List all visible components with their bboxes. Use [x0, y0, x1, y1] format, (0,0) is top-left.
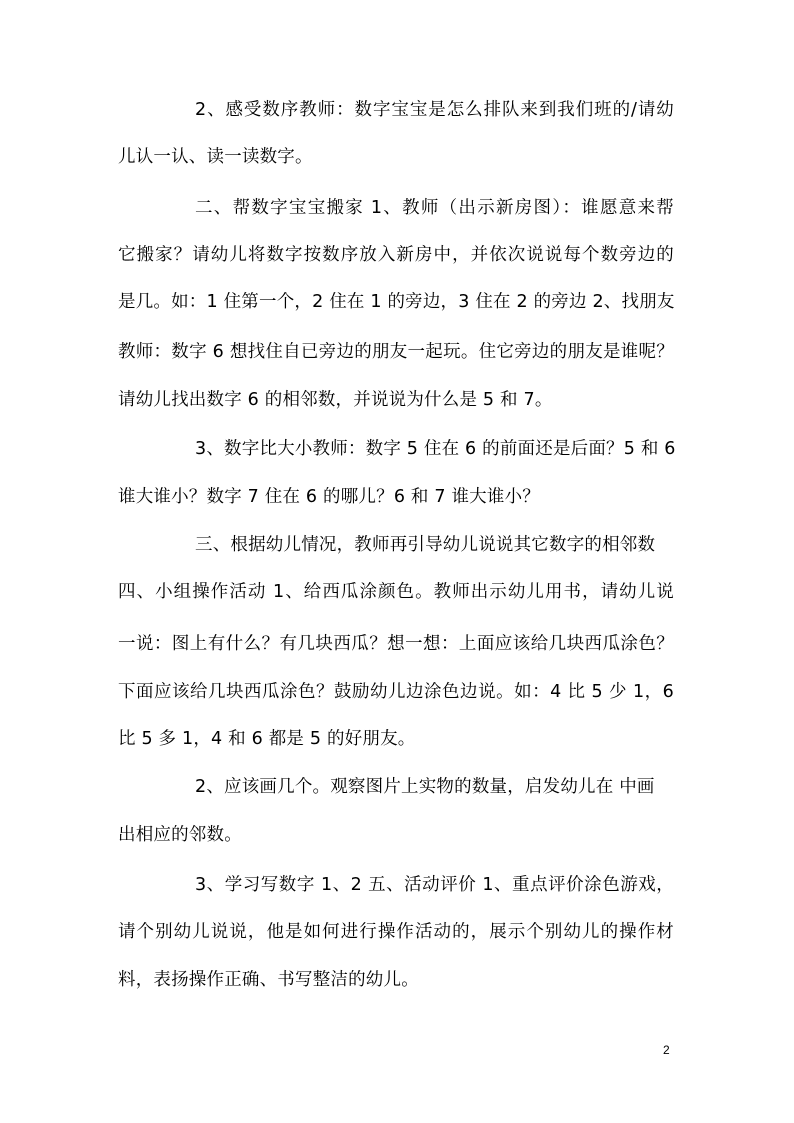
- paragraph-line: 教师：数字 6 想找住自已旁边的朋友一起玩。住它旁边的朋友是谁呢？: [118, 342, 674, 362]
- paragraph-line: 比 5 多 1，4 和 6 都是 5 的好朋友。: [118, 729, 416, 749]
- paragraph-line: 3、数字比大小教师：数字 5 住在 6 的前面还是后面？5 和 6: [195, 439, 676, 459]
- paragraph-line: 儿认一认、读一读数字。: [118, 147, 313, 167]
- paragraph-line: 2、应该画几个。观察图片上实物的数量，启发幼儿在 中画: [195, 777, 655, 797]
- paragraph-line: 是几。如：1 住第一个，2 住在 1 的旁边，3 住在 2 的旁边 2、找朋友: [118, 292, 675, 312]
- page-number: 2: [663, 1043, 670, 1057]
- paragraph-line: 二、帮数字宝宝搬家 1、教师（出示新房图）：谁愿意来帮: [195, 198, 674, 218]
- paragraph-line: 3、学习写数字 1、2 五、活动评价 1、重点评价涂色游戏，: [195, 875, 674, 895]
- paragraph-line: 四、小组操作活动 1、给西瓜涂颜色。教师出示幼儿用书，请幼儿说: [118, 582, 674, 602]
- paragraph-line: 请幼儿找出数字 6 的相邻数，并说说为什么是 5 和 7。: [118, 390, 553, 410]
- paragraph-line: 请个别幼儿说说，他是如何进行操作活动的，展示个别幼儿的操作材: [118, 922, 674, 942]
- paragraph-line: 它搬家？请幼儿将数字按数序放入新房中，并依次说说每个数旁边的: [118, 245, 674, 265]
- paragraph-line: 下面应该给几块西瓜涂色？鼓励幼儿边涂色边说。如：4 比 5 少 1，6: [118, 682, 674, 702]
- paragraph-line: 谁大谁小？数字 7 住在 6 的哪儿？6 和 7 谁大谁小？: [118, 487, 540, 507]
- paragraph-line: 出相应的邻数。: [118, 825, 242, 845]
- paragraph-line: 料，表扬操作正确、书写整洁的幼儿。: [118, 970, 419, 990]
- paragraph-line: 一说：图上有什么？有几块西瓜？想一想：上面应该给几块西瓜涂色？: [118, 634, 674, 654]
- paragraph-line: 三、根据幼儿情况，教师再引导幼儿说说其它数字的相邻数: [195, 535, 656, 555]
- paragraph-line: 2、感受数序教师：数字宝宝是怎么排队来到我们班的/请幼: [195, 100, 674, 120]
